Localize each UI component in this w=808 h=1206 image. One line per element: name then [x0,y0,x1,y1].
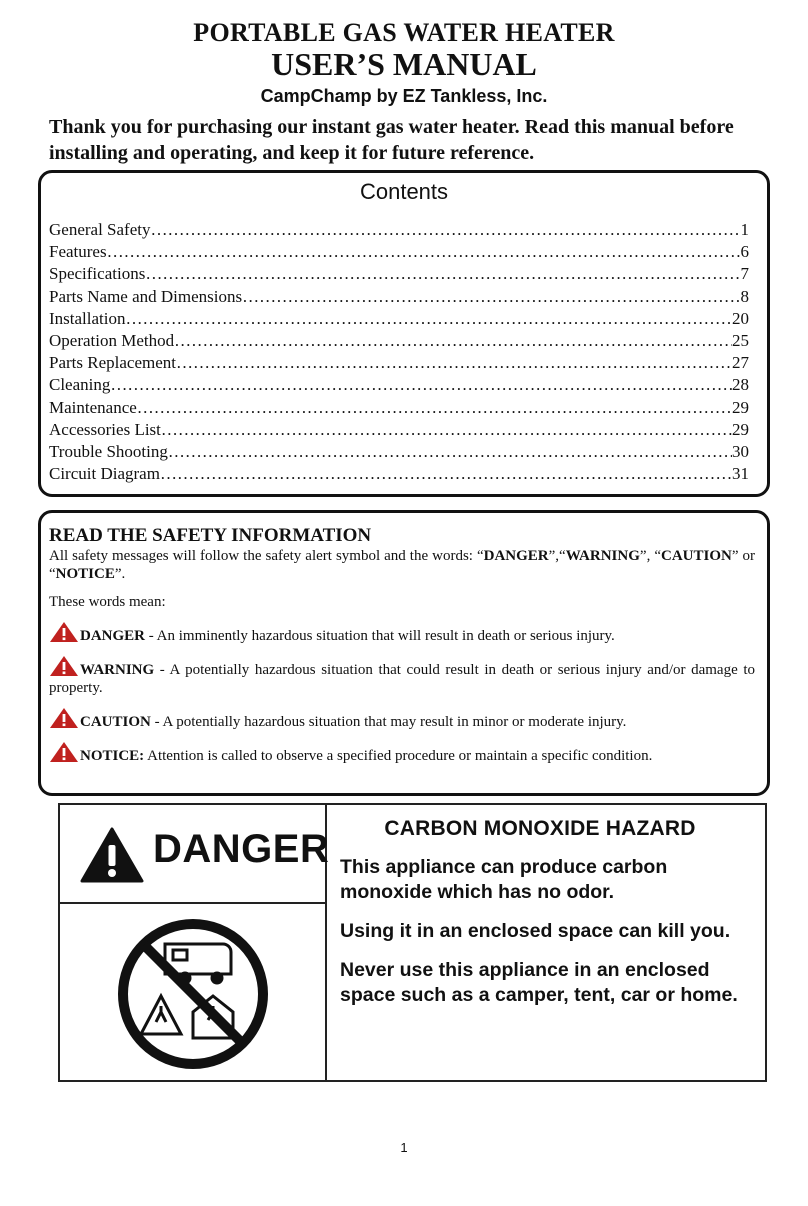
hazard-text-panel [340,817,760,1008]
hazard-line-1: This appliance can produce carbon monoxide which has no odor. [340,856,668,903]
pictogram-panel [60,904,327,1080]
these-words-mean: These words mean: [49,594,166,610]
no-enclosed-space-icon [115,916,271,1072]
toc-entry: Trouble Shooting ……………………………………………………………………………………………………………………… 30 [49,441,749,463]
safety-intro: All safety messages will follow the safety alert symbol and the words: “DANGER”,“WARNING”, “CAUTION” or “NOTICE”. [49,548,755,582]
danger-signal-panel [60,805,330,904]
danger-signal-word: DANGER [153,827,330,871]
danger-triangle-icon [80,827,144,883]
notice-definition: NOTICE: Attention is called to observe a specified procedure or maintain a specific condition. [49,741,755,765]
table-of-contents [49,219,749,485]
toc-entry: Circuit Diagram ……………………………………………………………………………………………………………………… 31 [49,463,749,485]
toc-entry: Specifications ……………………………………………………………………………………………………………………… 7 [49,263,749,285]
safety-alert-icon [49,621,79,643]
toc-entry: Parts Replacement ……………………………………………………………………………………………………………………… 27 [49,352,749,374]
toc-entry: General Safety ……………………………………………………………………………………………………………………… 1 [49,219,749,241]
safety-alert-icon [49,741,79,763]
carbon-monoxide-danger-label [58,803,767,1082]
toc-entry: Installation ……………………………………………………………………………………………………………………… 20 [49,308,749,330]
safety-title: READ THE SAFETY INFORMATION [49,525,372,546]
toc-entry: Maintenance ……………………………………………………………………………………………………………………… 29 [49,397,749,419]
contents-box [38,170,770,497]
safety-alert-icon [49,655,79,677]
toc-entry: Features ……………………………………………………………………………………………………………………… 6 [49,241,749,263]
company-name: CampChamp by EZ Tankless, Inc. [260,86,548,106]
manual-title-line1: PORTABLE GAS WATER HEATER [193,18,615,47]
danger-definition: DANGER - An imminently hazardous situation that will result in death or serious injury. [49,621,755,645]
toc-entry: Operation Method ……………………………………………………………………………………………………………………… 25 [49,330,749,352]
warning-definition: WARNING - A potentially hazardous situation that could result in death or serious injury and/or damage to property. [49,655,755,697]
caution-definition: CAUTION - A potentially hazardous situation that may result in minor or moderate injury. [49,707,755,731]
page-number: 1 [400,1140,408,1155]
manual-title-line2: USER’S MANUAL [271,46,537,82]
intro-paragraph: Thank you for purchasing our instant gas water heater. Read this manual before installing and operating, and keep it for future reference. [49,116,734,164]
safety-information-box [38,510,770,796]
toc-entry: Accessories List ……………………………………………………………………………………………………………………… 29 [49,419,749,441]
hazard-heading: CARBON MONOXIDE HAZARD [384,817,696,840]
contents-heading: Contents [359,179,449,204]
hazard-line-3: Never use this appliance in an enclosed space such as a camper, tent, car or home. [340,959,738,1006]
safety-alert-icon [49,707,79,729]
toc-entry: Cleaning ……………………………………………………………………………………………………………………… 28 [49,374,749,396]
hazard-line-2: Using it in an enclosed space can kill you. [340,920,731,942]
toc-entry: Parts Name and Dimensions ……………………………………………………………………………………………………………………… 8 [49,286,749,308]
